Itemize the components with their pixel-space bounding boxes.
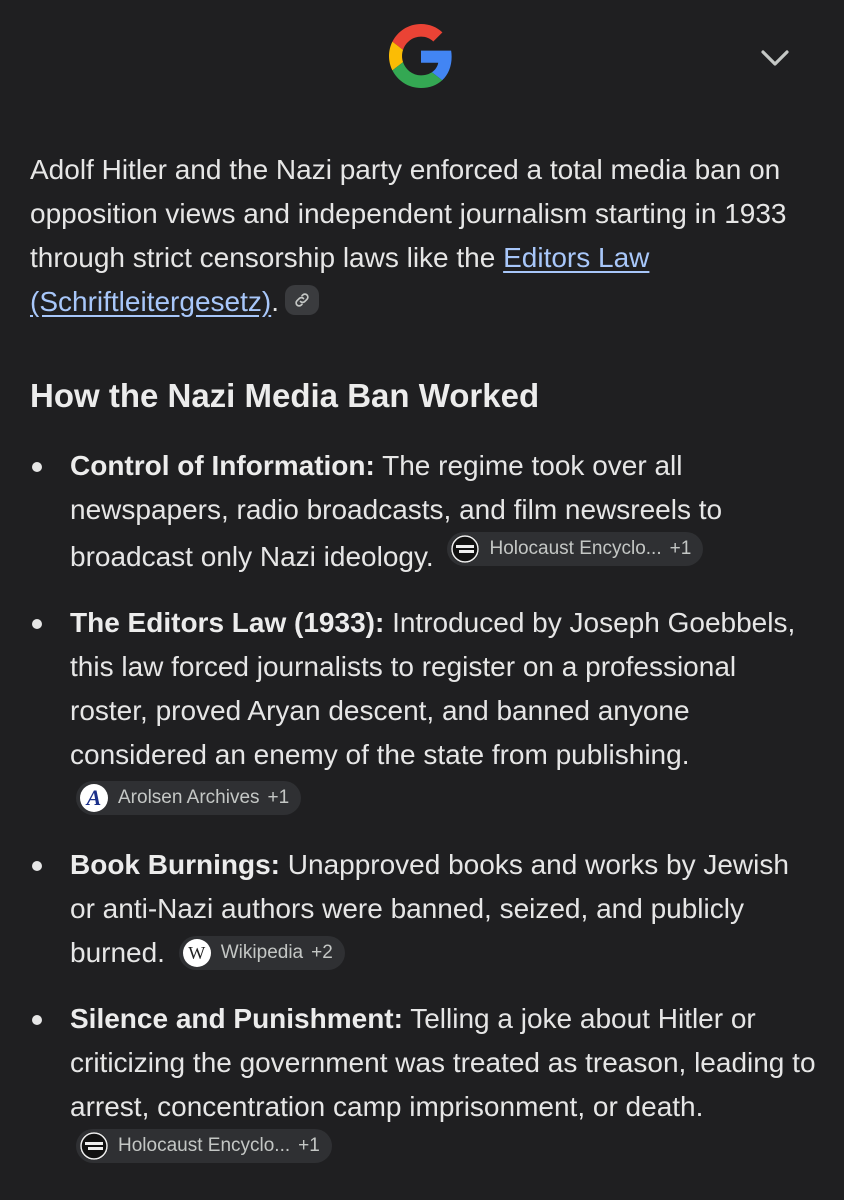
item-text: Telling a joke about Hitler or criticizing the government was treated as treason, leading to arrest, concentration camp imprisonment, or death. <box>70 1003 816 1122</box>
list-item <box>30 997 820 1176</box>
bullet-dot <box>32 1015 42 1025</box>
list-item <box>30 444 820 579</box>
intro-text: Adolf Hitler and the Nazi party enforced a total media ban on opposition views and independent journalism starting in 1933 through strict censorship laws like the <box>30 154 787 273</box>
source-chip[interactable] <box>76 1129 332 1163</box>
list-item <box>30 601 820 821</box>
arolsen-favicon-icon: A <box>80 784 108 812</box>
link-icon <box>293 291 311 309</box>
header <box>0 0 844 120</box>
item-text: The regime took over all newspapers, radio broadcasts, and film newsreels to broadcast only Nazi ideology. <box>70 450 723 572</box>
source-more-count: +1 <box>298 1135 320 1156</box>
ushmm-favicon-icon <box>451 535 479 563</box>
source-more-count: +1 <box>267 787 290 808</box>
source-chip[interactable] <box>179 936 345 970</box>
bullet-dot <box>32 462 42 472</box>
source-more-count: +2 <box>311 942 333 963</box>
item-text: Unapproved books and works by Jewish or anti-Nazi authors were banned, seized, and publicly burned. <box>70 849 789 968</box>
item-title: Control of Information: <box>70 450 375 481</box>
bullet-list <box>30 444 820 1176</box>
bullet-dot <box>32 861 42 871</box>
ushmm-favicon-icon <box>80 1132 108 1160</box>
bullet-dot <box>32 619 42 629</box>
google-logo-icon <box>389 24 453 88</box>
source-name: Arolsen Archives <box>118 787 260 808</box>
section-heading: How the Nazi Media Ban Worked <box>30 377 540 414</box>
item-title: Book Burnings: <box>70 849 280 880</box>
link-citation-button[interactable] <box>285 285 319 315</box>
source-chip[interactable] <box>76 781 301 815</box>
source-chip[interactable] <box>447 532 703 566</box>
wikipedia-favicon-icon: W <box>183 939 211 967</box>
source-more-count: +1 <box>669 538 692 559</box>
intro-period: . <box>271 286 279 317</box>
source-name: Holocaust Encyclo... <box>118 1135 291 1156</box>
editors-law-link[interactable]: Editors Law (Schriftleitergesetz) <box>30 242 650 317</box>
list-item <box>30 843 820 975</box>
intro-paragraph <box>30 148 820 324</box>
source-name: Wikipedia <box>220 942 304 963</box>
item-title: The Editors Law (1933): <box>70 607 385 638</box>
item-title: Silence and Punishment: <box>70 1003 403 1034</box>
item-text: Introduced by Joseph Goebbels, this law forced journalists to register on a professional roster, proved Aryan descent, and banned anyone considered an enemy of the state from publishing. <box>70 607 796 770</box>
ai-overview-content <box>30 148 820 1198</box>
chevron-down-icon[interactable] <box>757 40 793 76</box>
source-name: Holocaust Encyclo... <box>489 538 662 559</box>
